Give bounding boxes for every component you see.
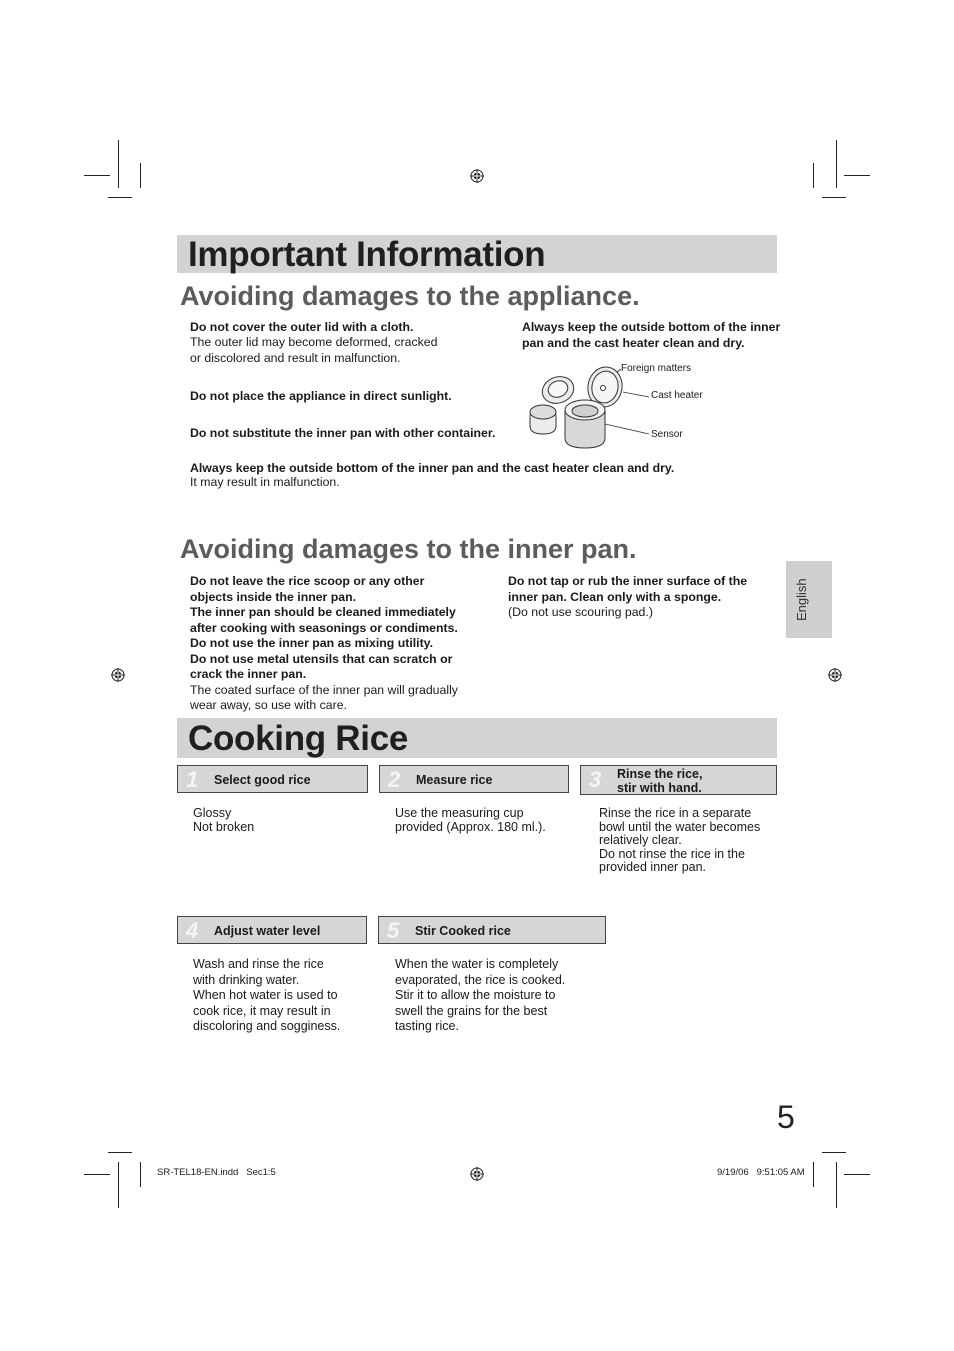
warning-text: objects inside the inner pan. [190, 590, 357, 604]
body-text: The coated surface of the inner pan will gradually [190, 683, 458, 697]
footer-file: SR-TEL18-EN.indd Sec1:5 [157, 1167, 276, 1178]
warning-text: Do not use the inner pan as mixing utility. [190, 636, 434, 650]
crop-mark [118, 140, 119, 188]
step-header [177, 916, 367, 944]
warning-text: Do not substitute the inner pan with other container. [190, 426, 496, 440]
language-tab-label: English [794, 578, 809, 621]
step-text: Rinse the rice in a separate [599, 806, 752, 820]
step-text: Use the measuring cup [395, 806, 524, 820]
section-heading: Avoiding damages to the appliance. [180, 281, 640, 311]
step-text: When the water is completely [395, 957, 559, 971]
warning-text: inner pan. Clean only with a sponge. [508, 590, 722, 604]
body-text: It may result in malfunction. [190, 475, 340, 489]
language-tab [786, 561, 832, 638]
registration-mark-icon [111, 668, 125, 682]
registration-mark-icon [470, 1167, 484, 1181]
body-text: wear away, so use with care. [190, 698, 347, 712]
step-label: stir with hand. [617, 781, 702, 795]
warning-text: The inner pan should be cleaned immediately [190, 605, 456, 619]
step-text: relatively clear. [599, 833, 682, 847]
step-number: 2 [388, 767, 401, 792]
crop-mark [836, 140, 837, 188]
crop-mark [84, 175, 110, 176]
step-text: Wash and rinse the rice [193, 957, 324, 971]
warning-text: after cooking with seasonings or condiments. [190, 621, 458, 635]
section-title-bar [177, 718, 777, 758]
step-label: Stir Cooked rice [415, 924, 511, 938]
step-text: evaporated, the rice is cooked. [395, 973, 566, 987]
step-number: 3 [589, 767, 602, 792]
diagram-label: Cast heater [651, 390, 703, 401]
crop-mark [108, 197, 132, 198]
warning-text: Always keep the outside bottom of the inner [522, 320, 781, 334]
diagram-label: Foreign matters [621, 363, 692, 374]
crop-mark [822, 197, 846, 198]
body-text: The outer lid may become deformed, cracked [190, 335, 438, 349]
crop-mark [822, 1152, 846, 1153]
step-label: Measure rice [416, 773, 493, 787]
crop-mark [836, 1162, 837, 1208]
page-number: 5 [777, 1099, 795, 1135]
warning-text: Do not cover the outer lid with a cloth. [190, 320, 414, 334]
warning-text: Do not tap or rub the inner surface of the [508, 574, 748, 588]
warning-text: Do not place the appliance in direct sunlight. [190, 389, 452, 403]
crop-mark [108, 1152, 132, 1153]
step-text: Not broken [193, 820, 255, 834]
section-title: Cooking Rice [188, 719, 409, 758]
step-text: swell the grains for the best [395, 1004, 548, 1018]
crop-mark [140, 163, 141, 188]
step-text: cook rice, it may result in [193, 1004, 331, 1018]
step-text: tasting rice. [395, 1019, 459, 1033]
step-text: provided inner pan. [599, 860, 707, 874]
section-heading: Avoiding damages to the inner pan. [180, 534, 637, 564]
step-text: discoloring and sogginess. [193, 1019, 341, 1033]
warning-text: Always keep the outside bottom of the inner pan and the cast heater clean and dry. [190, 461, 675, 475]
registration-mark-icon [470, 169, 484, 183]
crop-mark [844, 175, 870, 176]
step-number: 4 [186, 918, 199, 943]
step-header [580, 765, 777, 795]
crop-mark [84, 1174, 110, 1175]
step-text: with drinking water. [193, 973, 300, 987]
step-label: Rinse the rice, [617, 767, 703, 781]
warning-text: Do not use metal utensils that can scratch or [190, 652, 453, 666]
registration-mark-icon [828, 668, 842, 682]
step-label: Adjust water level [214, 924, 321, 938]
step-number: 1 [186, 767, 199, 792]
body-text: (Do not use scouring pad.) [508, 605, 653, 619]
step-text: provided (Approx. 180 ml.). [395, 820, 546, 834]
step-text: bowl until the water becomes [599, 820, 761, 834]
step-text: When hot water is used to [193, 988, 338, 1002]
crop-mark [813, 163, 814, 188]
rice-cooker-diagram [525, 362, 715, 452]
step-text: Do not rinse the rice in the [599, 847, 745, 861]
footer-timestamp: 9/19/06 9:51:05 AM [717, 1167, 805, 1178]
warning-text: pan and the cast heater clean and dry. [522, 336, 745, 350]
step-header [379, 765, 569, 793]
crop-mark [844, 1174, 870, 1175]
warning-text: Do not leave the rice scoop or any other [190, 574, 425, 588]
page-title: Important Information [188, 235, 546, 274]
diagram-label: Sensor [651, 429, 683, 440]
step-text: Stir it to allow the moisture to [395, 988, 556, 1002]
step-header [378, 916, 606, 944]
step-text: Glossy [193, 806, 232, 820]
body-text: or discolored and result in malfunction. [190, 351, 401, 365]
step-label: Select good rice [214, 773, 311, 787]
step-header [177, 765, 368, 793]
section-title-bar [177, 235, 777, 273]
crop-mark [813, 1162, 814, 1187]
crop-mark [118, 1162, 119, 1208]
warning-text: crack the inner pan. [190, 667, 307, 681]
crop-mark [140, 1162, 141, 1187]
step-number: 5 [387, 918, 400, 943]
